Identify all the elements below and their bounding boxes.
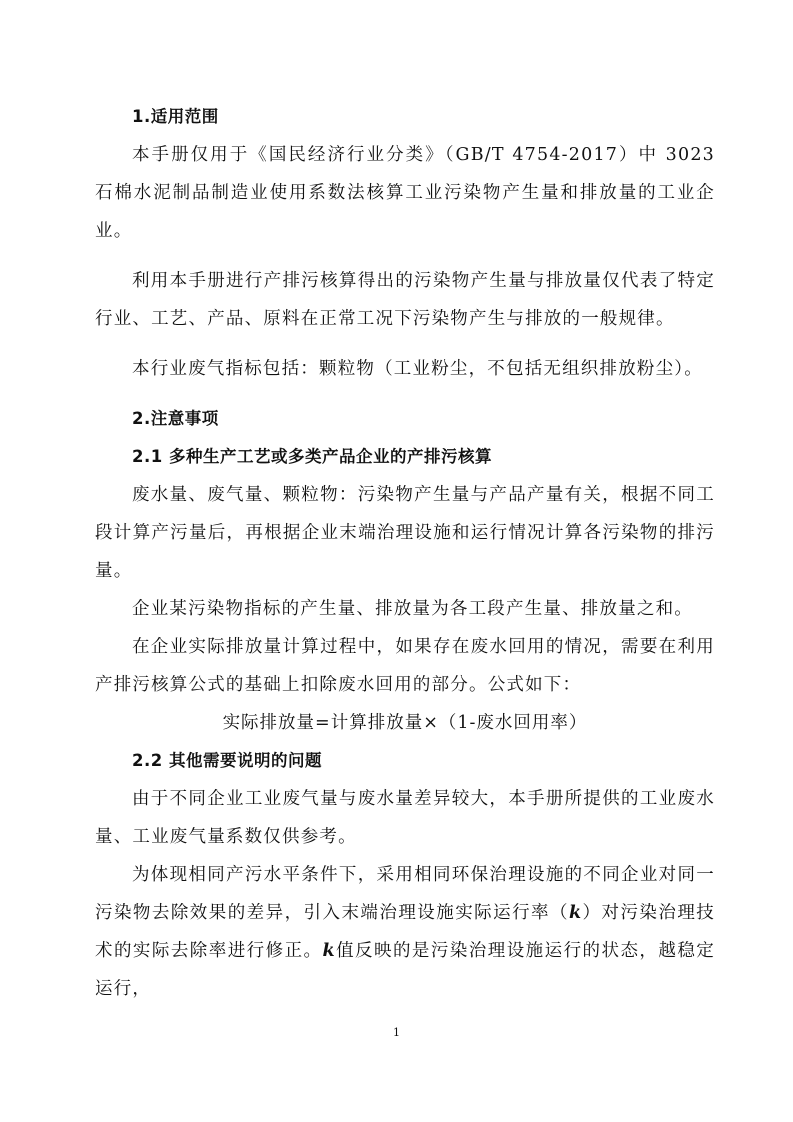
section-2-1-paragraph-2: 企业某污染物指标的产生量、排放量为各工段产生量、排放量之和。 [132,599,693,619]
section-1-paragraph-2: 利用本手册进行产排污核算得出的污染物产生量与排放量仅代表了特定行业、工艺、产品、原料在正常工况下污染物产生与排放的一般规律。 [95,271,715,329]
k-symbol: k [568,903,583,923]
section-1-paragraph-3: 本行业废气指标包括：颗粒物（工业粉尘，不包括无组织排放粉尘）。 [132,359,703,379]
section-2-1-paragraph-3: 在企业实际排放量计算过程中，如果存在废水回用的情况，需要在利用产排污核算公式的基础上扣除废水回用的部分。公式如下： [95,637,715,695]
section-1-title: 1.适用范围 [132,107,219,126]
section-2-1-title: 2.1 多种生产工艺或多类产品企业的产排污核算 [132,447,492,466]
paragraph-text-part-2: ）对污染治理技术的实际去除率进行修正。 [95,903,716,961]
section-1-paragraph-1: 本手册仅用于《国民经济行业分类》（GB/T 4754-2017）中 3023 石棉水泥制品制造业使用系数法核算工业污染物产生量和排放量的工业企业。 [95,145,715,241]
section-2-1-paragraph-1: 废水量、废气量、颗粒物：污染物产生量与产品产量有关，根据不同工段计算产污量后，再根据企业末端治理设施和运行情况计算各污染物的排污量。 [95,485,715,581]
section-2-title: 2.注意事项 [132,409,219,428]
document-body [95,98,715,1008]
section-2-2-title: 2.2 其他需要说明的问题 [132,751,322,770]
k-symbol: k [322,941,336,961]
section-2-2-paragraph-1: 由于不同企业工业废气量与废水量差异较大，本手册所提供的工业废水量、工业废气量系数仅供参考。 [95,789,715,847]
section-2-2-paragraph-2 [95,856,715,1008]
paragraph-text-part-1: 为体现相同产污水平条件下，采用相同环保治理设施的不同企业对同一污染物去除效果的差异，引入末端治理设施实际运行率（ [95,865,715,923]
paragraph-text-part-3: 值反映的是污染治理设施运行的状态，越稳定运行， [95,941,715,999]
page-number: 1 [393,1026,400,1039]
formula: 实际排放量=计算排放量×（1-废水回用率） [222,713,588,733]
